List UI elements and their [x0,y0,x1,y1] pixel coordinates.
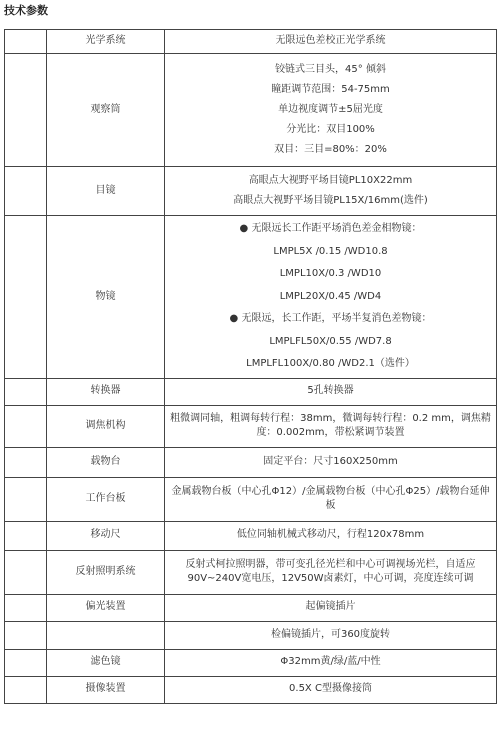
table-row [5,676,497,703]
row-value [165,405,497,447]
value-line: 单边视度调节±5屈光度 [278,104,383,115]
value-line: LMPL5X /0.15 /WD10.8 [273,245,388,257]
table-row [5,550,497,594]
value-line: 5孔转换器 [307,385,354,397]
table-row [5,477,497,521]
value-line: Φ32mm黄/绿/蓝/中性 [280,656,381,668]
row-label: 目镜 [47,167,165,216]
blank-cell [5,477,47,521]
table-row [5,54,497,167]
page-title: 技术参数 [4,4,48,17]
row-label: 移动尺 [47,521,165,550]
blank-cell [5,550,47,594]
blank-cell [5,378,47,405]
value-line: 0.5X C型摄像接筒 [289,683,372,695]
value-line: ● 无限远，长工作距，平场半复消色差物镜： [229,313,432,324]
row-label: 滤色镜 [47,649,165,676]
row-label: 转换器 [47,378,165,405]
value-line: 起偏镜插片 [305,601,356,613]
blank-cell [5,594,47,621]
value-line: 瞳距调节范围：54-75mm [271,84,390,95]
value-line: 高眼点大视野平场目镜PL10X22mm [248,175,413,186]
value-line: 无限远色差校正光学系统 [275,35,386,47]
row-value [165,54,497,167]
row-value [165,378,497,405]
row-label: 观察筒 [47,54,165,167]
value-line: 固定平台：尺寸160X250mm [263,455,398,467]
row-value [165,621,497,649]
row-value [165,216,497,379]
blank-cell [5,621,47,649]
row-label: 载物台 [47,447,165,477]
row-label: 光学系统 [47,30,165,54]
row-value [165,550,497,594]
table-row [5,378,497,405]
row-value [165,30,497,54]
row-label: 工作台板 [47,477,165,521]
value-line: 双目：三目=80%：20% [274,144,387,155]
row-label [47,621,165,649]
value-line: LMPL10X/0.3 /WD10 [279,268,382,279]
blank-cell [5,167,47,216]
row-label: 调焦机构 [47,405,165,447]
table-row [5,167,497,216]
value-line: LMPLFL100X/0.80 /WD2.1（选件） [246,358,415,369]
row-value [165,594,497,621]
row-value [165,649,497,676]
value-line: 检偏镜插片，可360度旋转 [270,628,391,640]
table-row [5,216,497,379]
blank-cell [5,54,47,167]
blank-cell [5,521,47,550]
row-label: 摄像装置 [47,676,165,703]
table-row [5,405,497,447]
table-row [5,447,497,477]
value-line: LMPLFL50X/0.55 /WD7.8 [269,335,392,347]
blank-cell [5,447,47,477]
value-line: 铰链式三目头，45° 倾斜 [275,64,386,75]
table-row [5,30,497,54]
value-line: 分光比：双目100% [286,124,375,135]
table-row [5,594,497,621]
blank-cell [5,676,47,703]
row-value [165,521,497,550]
row-value [165,447,497,477]
table-row [5,621,497,649]
blank-cell [5,216,47,379]
value-line: 低位同轴机械式移动尺，行程120x78mm [236,529,425,541]
value-line: ● 无限远长工作距平场消色差金相物镜： [239,223,422,234]
table-row [5,521,497,550]
spec-table [4,29,497,704]
row-value [165,676,497,703]
blank-cell [5,649,47,676]
value-line: 高眼点大视野平场目镜PL15X/16mm(选件) [233,195,428,206]
value-line: 金属载物台板（中心孔Φ12）/金属载物台板（中心孔Φ25）/载物台延伸板 [171,485,490,511]
value-line: LMPL20X/0.45 /WD4 [279,290,382,302]
row-value [165,167,497,216]
value-line: 粗微调同轴，粗调每转行程：38mm，微调每转行程：0.2 mm，调焦精度：0.002mm，带松紧调节装置 [170,412,491,438]
row-label: 物镜 [47,216,165,379]
blank-cell [5,405,47,447]
row-label: 偏光装置 [47,594,165,621]
row-label: 反射照明系统 [47,550,165,594]
row-value [165,477,497,521]
value-line: 反射式柯拉照明器，带可变孔径光栏和中心可调视场光栏，自适应90V~240V宽电压，12V50W卤素灯，中心可调，亮度连续可调 [185,558,476,584]
table-row [5,649,497,676]
blank-cell [5,30,47,54]
